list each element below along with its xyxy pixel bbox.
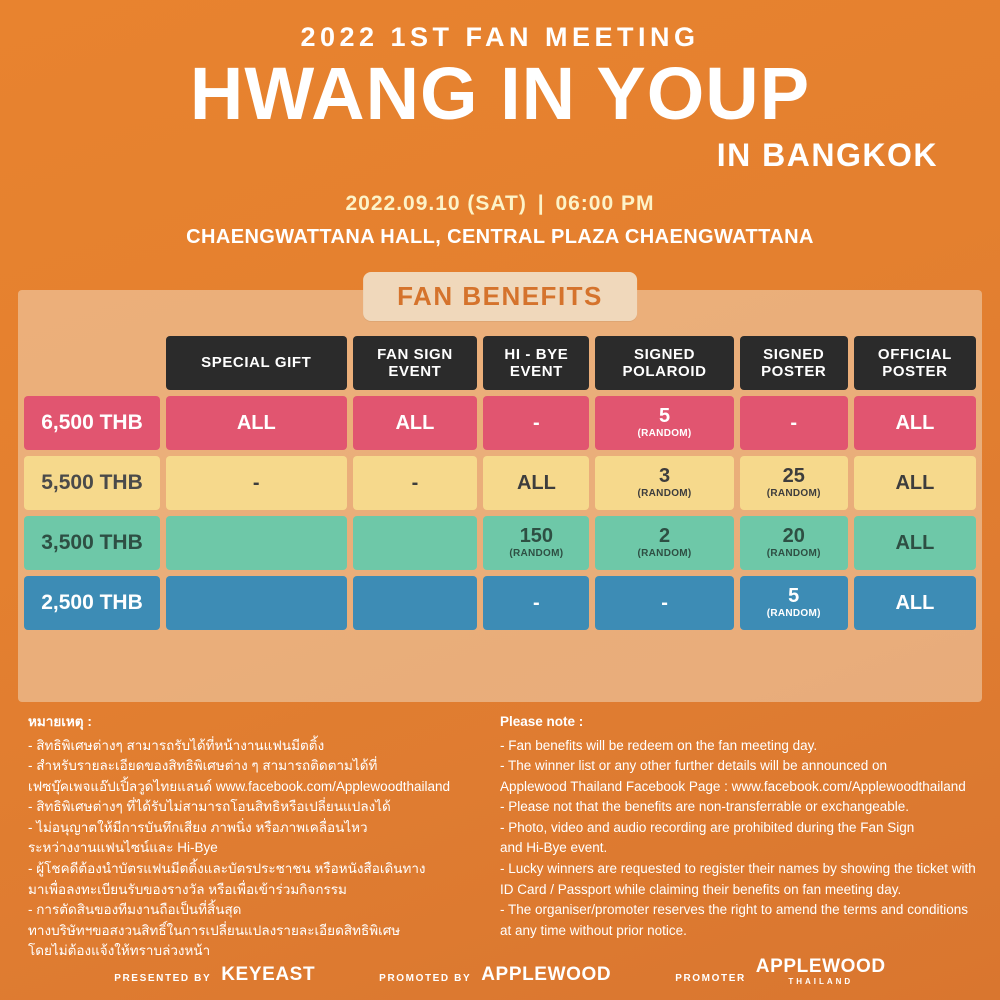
artist-name-title: HWANG IN YOUP [189, 52, 811, 135]
poster-header [0, 0, 1000, 249]
cell-value: 20 [782, 525, 805, 548]
column-header-official-poster: OFFICIAL POSTER [854, 336, 976, 390]
row-header-price: 3,500 THB [24, 516, 160, 570]
row-header-price: 6,500 THB [24, 396, 160, 450]
brand-subtitle: THAILAND [788, 977, 854, 986]
cell-signed-polaroid [595, 456, 733, 510]
table-row [24, 516, 976, 570]
cell-official-poster: ALL [854, 516, 976, 570]
credit-label: PRESENTED BY [114, 973, 212, 984]
cell-signed-polaroid [595, 396, 733, 450]
notes-english-title: Please note : [500, 714, 584, 729]
credit-label: PROMOTER [675, 973, 746, 984]
list-item: - The winner list or any other further details will be announced on [500, 758, 887, 774]
cell-fan-sign-event: ALL [353, 396, 478, 450]
notes-thai-list [28, 736, 478, 961]
random-label: (RANDOM) [637, 488, 692, 500]
list-item: ทางบริษัทฯขอสงวนสิทธิ์ในการเปลี่ยนแปลงรายละเอียดสิทธิพิเศษ [28, 922, 401, 938]
event-time: 06:00 PM [555, 192, 655, 216]
list-item: เฟซบุ๊คเพจแอ๊ปเปิ้ลวูดไทยแลนด์ www.facebook.com/Applewoodthailand [28, 778, 451, 794]
column-header-signed-polaroid: SIGNED POLAROID [595, 336, 733, 390]
benefits-table-header-row [24, 336, 976, 390]
cell-hi-bye-event: - [483, 396, 589, 450]
row-header-price: 5,500 THB [24, 456, 160, 510]
notes-english [500, 712, 980, 941]
random-label: (RANDOM) [637, 548, 692, 560]
footer-credits [0, 956, 1000, 986]
cell-value: 3 [658, 465, 671, 488]
cell-signed-poster [740, 456, 848, 510]
notes-thai [28, 712, 478, 962]
credit-promoter [675, 956, 886, 986]
list-item: ID Card / Passport while claiming their benefits on fan meeting day. [500, 881, 902, 897]
cell-special-gift [166, 576, 347, 630]
cell-special-gift [166, 516, 347, 570]
list-item: - Lucky winners are requested to register their names by showing the ticket with [500, 860, 976, 876]
credit-promoted-by [379, 964, 611, 986]
event-pretitle: 2022 1ST FAN MEETING [300, 22, 700, 52]
cell-hi-bye-event [483, 516, 589, 570]
column-header-hi-bye-event: HI - BYE EVENT [483, 336, 589, 390]
cell-hi-bye-event: ALL [483, 456, 589, 510]
list-item: - Fan benefits will be redeem on the fan meeting day. [500, 737, 818, 753]
brand-applewood-thailand-logo [756, 956, 886, 986]
cell-signed-poster [740, 516, 848, 570]
credit-label: PROMOTED BY [379, 973, 472, 984]
brand-applewood-logo: APPLEWOOD [481, 964, 612, 985]
notes-english-list [500, 736, 980, 941]
event-location-title: IN BANGKOK [716, 137, 938, 174]
cell-official-poster: ALL [854, 576, 976, 630]
random-label: (RANDOM) [766, 488, 821, 500]
row-header-price: 2,500 THB [24, 576, 160, 630]
list-item: โดยไม่ต้องแจ้งให้ทราบล่วงหน้า [28, 943, 211, 959]
cell-value: 150 [519, 525, 554, 548]
cell-signed-poster [740, 576, 848, 630]
list-item: Applewood Thailand Facebook Page : www.facebook.com/Applewoodthailand [500, 778, 966, 794]
cell-fan-sign-event: - [353, 456, 478, 510]
table-row [24, 456, 976, 510]
table-row [24, 396, 976, 450]
list-item: - The organiser/promoter reserves the right to amend the terms and conditions [500, 902, 968, 918]
brand-name: APPLEWOOD [755, 956, 886, 977]
list-item: at any time without prior notice. [500, 922, 687, 938]
cell-special-gift: ALL [166, 396, 347, 450]
cell-official-poster: ALL [854, 456, 976, 510]
table-row [24, 576, 976, 630]
random-label: (RANDOM) [637, 428, 692, 440]
list-item: - สำหรับรายละเอียดของสิทธิพิเศษต่าง ๆ สามารถติดตามได้ที่ [28, 758, 378, 774]
cell-fan-sign-event [353, 516, 478, 570]
list-item: - สิทธิพิเศษต่างๆ สามารถรับได้ที่หน้างานแฟนมีตติ้ง [28, 737, 325, 753]
column-header-fan-sign-event: FAN SIGN EVENT [353, 336, 478, 390]
list-item: - Photo, video and audio recording are prohibited during the Fan Sign [500, 819, 915, 835]
cell-value: 2 [658, 525, 671, 548]
list-item: - การตัดสินของทีมงานถือเป็นที่สิ้นสุด [28, 902, 242, 918]
list-item: - ไม่อนุญาตให้มีการบันทึกเสียง ภาพนิ่ง หรือภาพเคลื่อนไหว [28, 819, 368, 835]
credit-presented-by [114, 964, 315, 986]
event-datetime [0, 192, 1000, 216]
cell-signed-poster: - [740, 396, 848, 450]
cell-fan-sign-event [353, 576, 478, 630]
cell-value: 5 [658, 405, 671, 428]
list-item: - ผู้โชคดีต้องนำบัตรแฟนมีตติ้งและบัตรประชาชน หรือหนังสือเดินทาง [28, 860, 426, 876]
cell-value: 5 [788, 585, 800, 608]
list-item: - Please not that the benefits are non-transferrable or exchangeable. [500, 799, 910, 815]
cell-hi-bye-event: - [483, 576, 589, 630]
cell-value: 25 [782, 465, 805, 488]
corner-cell [24, 336, 160, 390]
column-header-special-gift: SPECIAL GIFT [166, 336, 347, 390]
list-item: มาเพื่อลงทะเบียนรับของรางวัล หรือเพื่อเข้าร่วมกิจกรรม [28, 881, 347, 897]
random-label: (RANDOM) [509, 548, 564, 560]
cell-special-gift: - [166, 456, 347, 510]
benefits-table [18, 330, 982, 636]
event-venue: CHAENGWATTANA HALL, CENTRAL PLAZA CHAENGWATTANA [186, 226, 814, 249]
random-label: (RANDOM) [766, 608, 821, 620]
list-item: and Hi-Bye event. [500, 840, 608, 856]
cell-signed-polaroid [595, 516, 733, 570]
brand-keyeast-logo: KEYEAST [221, 964, 316, 985]
notes-thai-title: หมายเหตุ : [28, 714, 92, 729]
datetime-separator: | [537, 192, 545, 216]
list-item: - สิทธิพิเศษต่างๆ ที่ได้รับไม่สามารถโอนสิทธิหรือเปลี่ยนแปลงได้ [28, 799, 391, 815]
random-label: (RANDOM) [766, 548, 821, 560]
cell-signed-polaroid: - [595, 576, 733, 630]
event-date: 2022.09.10 (SAT) [345, 192, 527, 216]
benefits-title-badge: FAN BENEFITS [363, 272, 637, 321]
list-item: ระหว่างงานแฟนไซน์และ Hi-Bye [28, 840, 218, 856]
cell-official-poster: ALL [854, 396, 976, 450]
column-header-signed-poster: SIGNED POSTER [740, 336, 848, 390]
